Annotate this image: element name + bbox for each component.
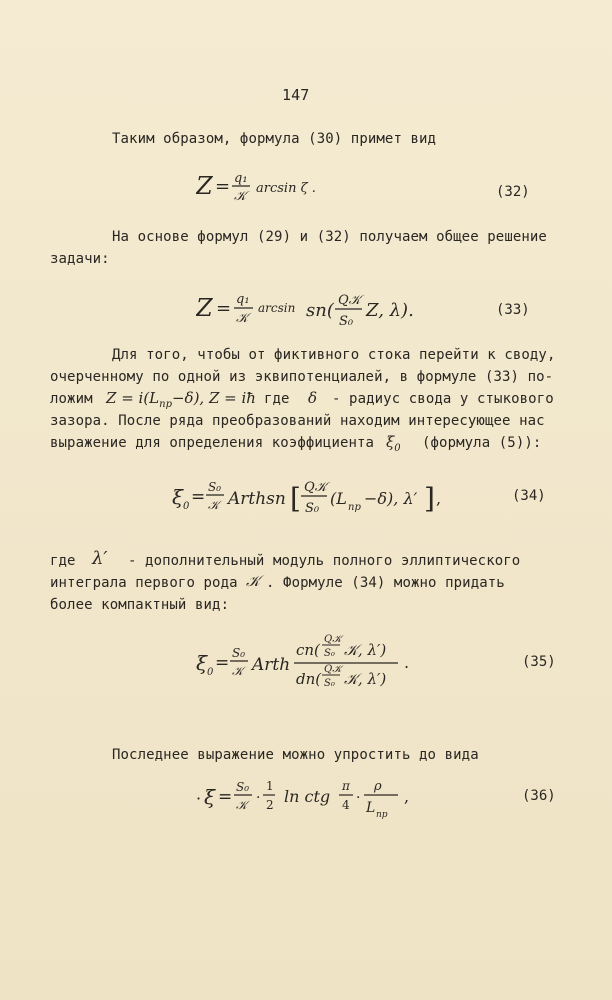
svg-text:𝒦, λ′): 𝒦, λ′)	[344, 670, 387, 688]
formula-part: ξ	[386, 433, 395, 451]
svg-text:=: =	[215, 653, 230, 673]
equation-33	[196, 284, 446, 334]
paragraph-line: Последнее выражение можно упростить до вида	[112, 747, 479, 763]
svg-text:0: 0	[207, 667, 214, 678]
svg-text:,: ,	[436, 489, 442, 508]
svg-text:arcsin ζ .: arcsin ζ .	[256, 181, 316, 196]
svg-text:=: =	[191, 487, 206, 507]
inline-formula: δ	[308, 389, 318, 407]
svg-text:Q𝒦: Q𝒦	[338, 293, 361, 308]
text-fragment: . Формуле (34) можно придать	[266, 575, 505, 591]
equation-34-graphic	[172, 472, 452, 526]
equation-35-graphic	[196, 630, 426, 696]
svg-text:Arthsn: Arthsn	[228, 489, 286, 509]
paragraph-line: На основе формул (29) и (32) получаем общее решение	[112, 229, 547, 245]
formula-part: −δ), Z = iħ	[171, 389, 256, 407]
paragraph-line: очерченному по одной из эквипотенциалей, в формуле (33) по-	[50, 369, 554, 385]
svg-text:𝒦: 𝒦	[232, 664, 244, 678]
svg-text:cn(: cn(	[296, 641, 320, 659]
svg-text:0: 0	[183, 501, 190, 512]
inline-formula: λ′	[92, 548, 108, 569]
svg-text:Arth: Arth	[252, 655, 291, 675]
svg-text:ξ: ξ	[196, 651, 208, 675]
paragraph-line-mixed	[50, 550, 570, 572]
svg-text:q₁: q₁	[234, 171, 248, 186]
svg-text:S₀: S₀	[236, 780, 250, 794]
equation-number: (32)	[496, 184, 530, 200]
svg-text:S₀: S₀	[208, 480, 222, 494]
svg-text:𝒦: 𝒦	[236, 798, 248, 812]
paragraph-line: задачи:	[50, 251, 110, 267]
svg-text:пр: пр	[376, 810, 388, 820]
text-fragment: - радиус свода у стыкового	[332, 391, 554, 407]
svg-text:ξ: ξ	[172, 485, 184, 509]
paragraph-line-mixed	[50, 388, 570, 410]
paragraph-line-mixed	[50, 572, 570, 594]
paragraph-line: зазора. После ряда преобразований находим интересующее нас	[50, 413, 545, 429]
inline-formula	[106, 389, 256, 410]
svg-text:S₀: S₀	[305, 501, 320, 516]
equation-number: (36)	[522, 788, 556, 804]
paragraph-line: более компактный вид:	[50, 597, 230, 613]
svg-text:·: ·	[256, 790, 261, 806]
equation-number: (34)	[512, 488, 546, 504]
equation-34	[172, 472, 452, 526]
svg-text:π: π	[342, 779, 350, 793]
inline-formula	[386, 433, 401, 454]
svg-text:(L: (L	[330, 489, 347, 508]
svg-text:𝒦: 𝒦	[208, 498, 220, 512]
equation-number: (35)	[522, 654, 556, 670]
text-fragment: интеграла первого рода	[50, 575, 238, 591]
text-fragment: (формула (5)):	[422, 435, 542, 451]
svg-text:Z: Z	[196, 172, 213, 200]
svg-text:q₁: q₁	[236, 292, 250, 307]
svg-text:.: .	[404, 653, 410, 672]
svg-text:S₀: S₀	[324, 648, 335, 659]
svg-text:ρ: ρ	[374, 779, 382, 794]
formula-subscript: пр	[159, 399, 172, 410]
svg-text:Q𝒦: Q𝒦	[304, 480, 327, 495]
svg-text:Q𝒦: Q𝒦	[324, 664, 342, 675]
svg-text:ln ctg: ln ctg	[284, 787, 331, 806]
svg-text:arcsin: arcsin	[258, 301, 296, 315]
svg-text:[: [	[290, 482, 301, 515]
inline-formula: 𝒦	[246, 572, 260, 590]
equation-36-graphic	[196, 770, 436, 828]
text-fragment: - дополнительный модуль полного эллиптического	[128, 553, 521, 569]
equation-35	[196, 630, 426, 696]
text-fragment: где	[264, 391, 290, 407]
svg-text:L: L	[366, 800, 376, 816]
text-fragment: выражение для определения коэффициента	[50, 435, 375, 451]
svg-text:Z, λ).: Z, λ).	[366, 300, 414, 321]
formula-part: Z = i(L	[106, 389, 160, 407]
svg-text:S₀: S₀	[339, 314, 354, 329]
svg-text:𝒦: 𝒦	[236, 311, 249, 326]
svg-text:sn(: sn(	[306, 300, 334, 321]
svg-text:=: =	[218, 787, 233, 807]
equation-33-graphic	[196, 284, 446, 334]
svg-text:Q𝒦: Q𝒦	[324, 634, 342, 645]
svg-text:]: ]	[424, 482, 435, 515]
svg-text:=: =	[215, 176, 231, 197]
paragraph-line: Таким образом, формула (30) примет вид	[112, 131, 437, 147]
svg-text:=: =	[216, 298, 232, 319]
svg-text:𝒦, λ′): 𝒦, λ′)	[344, 641, 387, 659]
text-fragment: где	[50, 553, 76, 569]
svg-text:1: 1	[266, 779, 274, 793]
svg-text:dn(: dn(	[296, 670, 322, 688]
equation-32	[196, 164, 396, 208]
equation-number: (33)	[496, 302, 530, 318]
svg-text:𝒦: 𝒦	[234, 189, 247, 204]
formula-subscript: 0	[394, 443, 401, 454]
equation-32-graphic	[196, 164, 396, 208]
text-fragment: ложим	[50, 391, 93, 407]
svg-text:ξ: ξ	[204, 785, 216, 809]
svg-text:S₀: S₀	[232, 646, 246, 660]
svg-text:·: ·	[196, 789, 202, 808]
paragraph-line: Для того, чтобы от фиктивного стока перейти к своду,	[112, 347, 556, 363]
svg-text:−δ), λ′: −δ), λ′	[364, 489, 418, 508]
svg-text:пр: пр	[348, 502, 361, 513]
svg-text:S₀: S₀	[324, 678, 335, 689]
equation-36	[196, 770, 436, 828]
svg-text:·: ·	[356, 790, 361, 806]
svg-text:,: ,	[404, 787, 410, 806]
page-number: 147	[282, 86, 310, 104]
svg-text:4: 4	[342, 798, 350, 812]
paragraph-line-mixed	[50, 432, 570, 456]
svg-text:Z: Z	[196, 294, 213, 322]
svg-text:2: 2	[266, 798, 274, 812]
